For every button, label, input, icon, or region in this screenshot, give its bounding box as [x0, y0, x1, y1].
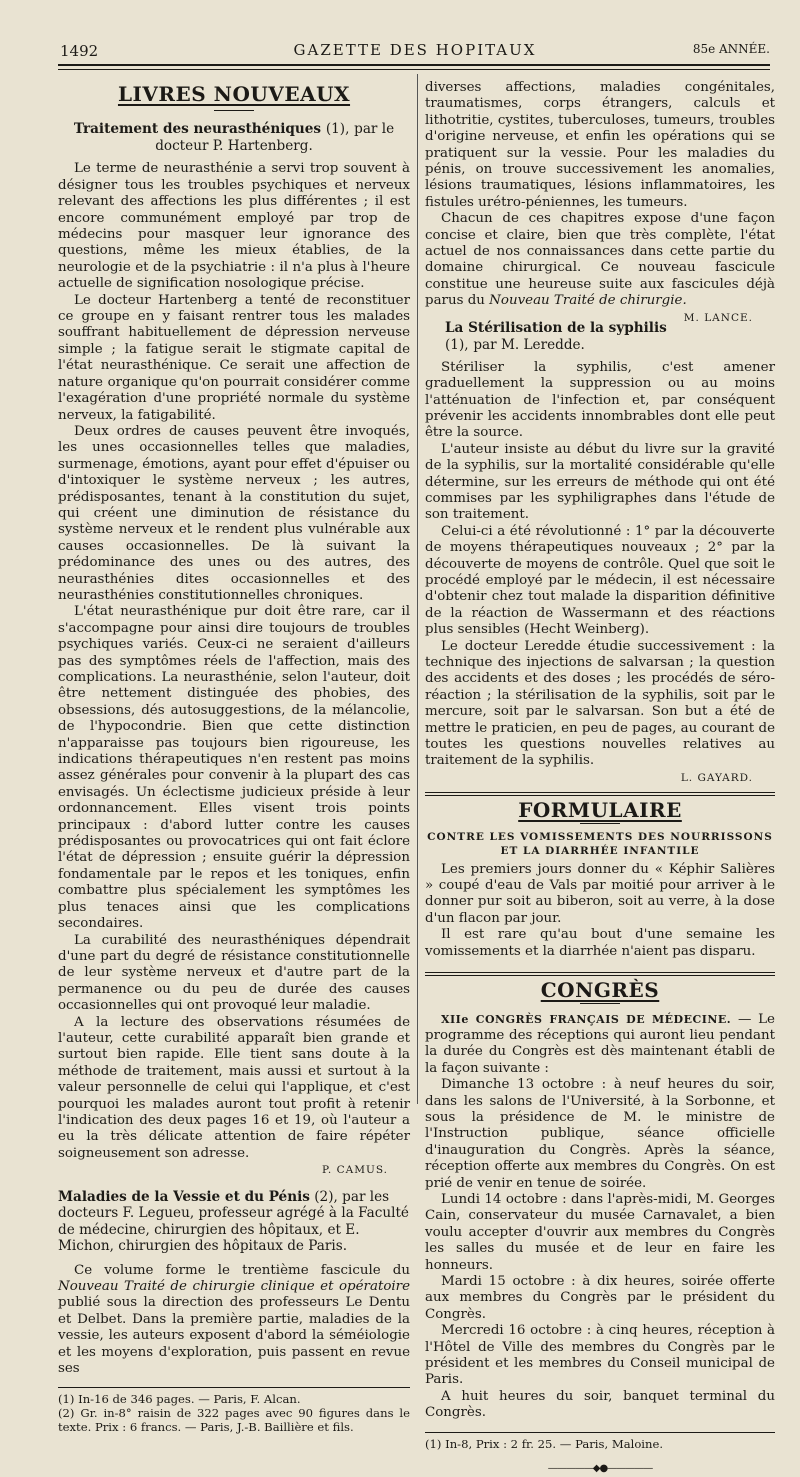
- paragraph: Les premiers jours donner du « Képhir Salières » coupé d'eau de Vals par moitié pour arriver à le donner pur soit au biberon, soit au verre, à la dose d'un flacon par jour.: [425, 861, 775, 926]
- article-byline: par M. Leredde.: [473, 336, 585, 353]
- signature-camus: P. CAMUS.: [322, 1164, 388, 1177]
- section-rule: [214, 110, 254, 111]
- section-rule: [425, 972, 775, 973]
- section-title-livres: LIVRES NOUVEAUX: [117, 82, 351, 106]
- note-ref: (1),: [325, 121, 350, 138]
- paragraph: [425, 1012, 775, 1078]
- right-column: [425, 80, 775, 1477]
- paragraph: Il est rare qu'au bout d'une semaine les vomissements et la diarrhée n'aient pas disparu.: [425, 927, 775, 959]
- year-label: 85e ANNÉE.: [692, 42, 770, 56]
- section-rule: [425, 795, 775, 796]
- paragraph: Le docteur Hartenberg a tenté de reconstituer ce groupe en y faisant rentrer tous les malades souffrant habituellement de dépression nerveuse simple ; la fatigue serait le stigmate capital de l'état neurasthénique. Ce serait une affection de nature organique qu'on pourrait considérer comme l'exagération d'une propriété normale du système nerveux, la fatigabilité.: [58, 292, 410, 423]
- congress-name: XIIe CONGRÈS FRANÇAIS DE MÉDECINE.: [441, 1012, 732, 1026]
- text-run: publié sous la direction des professeurs Le Dentu et Delbet. Dans la première partie, maladies de la vessie, les auteurs exposent d'abord la séméiologie et les moyens d'exploration, puis passent en revue ses: [58, 1295, 410, 1377]
- article-title-text: Traitement des neurasthéniques: [73, 121, 322, 138]
- signature-gayard: L. GAYARD.: [680, 771, 753, 784]
- page-header: [60, 40, 770, 62]
- paragraph: Deux ordres de causes peuvent être invoqués, les unes occasionnelles telles que maladies, surmenage, émotions, ayant pour effet d'épuiser ou d'intoxiquer le système nerveux ; les autres, prédisposantes, tenant à la constitution du sujet, qui créent une diminution de résistance du système nerveux et le rendent plus vulnérable aux causes occasionnelles. De là suivant la prédominance des unes ou des autres, des neurasthénies dites occasionnelles et des neurasthénies constitutionnelles chroniques.: [58, 423, 410, 603]
- paragraph: A la lecture des observations résumées de l'auteur, cette curabilité apparaît bien grande et surtout bien rapide. Elle tient sans doute à la méthode de traitement, mais aussi et surtout à la valeur personnelle de celui qui l'applique, et c'est pourquoi les malades auront tout profit à retenir l'indication des deux pages 16 et 19, où l'auteur a eu la très délicate attention de faire répéter soigneusement son adresse.: [58, 1014, 410, 1161]
- journal-title: GAZETTE DES HOPITAUX: [293, 41, 537, 59]
- text-run: Ce volume forme le trentième fascicule du: [74, 1262, 410, 1278]
- footnote: (2) Gr. in-8° raisin de 322 pages avec 90 figures dans le texte. Prix : 6 francs. — Paris, J.-B. Baillière et fils.: [58, 1406, 410, 1435]
- text-run: — Le programme des réceptions qui auront lieu pendant la durée du Congrès est dès maintenant établi de la façon suivante :: [425, 1011, 775, 1076]
- article-title-neurasthenie: [58, 121, 410, 155]
- book-title: Nouveau Traité de chirurgie clinique et opératoire: [58, 1279, 410, 1294]
- signature-lance: M. LANCE.: [683, 311, 753, 324]
- left-column: [58, 80, 410, 1434]
- section-rule: [425, 975, 775, 976]
- paragraph: Dimanche 13 octobre : à neuf heures du soir, dans les salons de l'Université, à la Sorbonne, et sous la présidence de M. le ministre de l'Instruction publique, séance officielle d'inauguration du Congrès. Après la séance, réception offerte aux membres du Congrès. On est prié de venir en tenue de soirée.: [425, 1077, 775, 1191]
- book-title: Nouveau Traité de chirurgie.: [489, 293, 687, 309]
- paragraph: Celui-ci a été révolutionné : 1° par la découverte de moyens thérapeutiques nouveaux ; 2° par la découverte de moyens de contrôle. Quel que soit le procédé employé par le médecin, il est nécessaire d'obtenir chez tout malade la disparition définitive de la réaction de Wassermann et des réactions plus sensibles (Hecht Weinberg).: [425, 523, 775, 638]
- note-ref: (2),: [314, 1188, 338, 1205]
- paragraph-continued: diverses affections, maladies congénitales, traumatismes, corps étrangers, calculs et lithotritie, cystites, tuberculoses, tumeurs, troubles d'origine nerveuse, et enfin les opérations qui se pratiquent sur la vessie. Pour les maladies du pénis, on trouve successivement les anomalies, lésions traumatiques, lésions inflammatoires, les fistules urétro-péniennes, les tumeurs.: [425, 80, 775, 210]
- paragraph: Mardi 15 octobre : à dix heures, soirée offerte aux membres du Congrès par le président du Congrès.: [425, 1274, 775, 1322]
- paragraph: Lundi 14 octobre : dans l'après-midi, M. Georges Cain, conservateur du musée Carnavalet, a bien voulu accepter d'ouvrir aux membres du Congrès les salles du musée et de leur en faire les honneurs.: [425, 1191, 775, 1273]
- subtitle-line: ET LA DIARRHÉE INFANTILE: [500, 844, 700, 857]
- paragraph: A huit heures du soir, banquet terminal du Congrès.: [425, 1388, 775, 1421]
- paragraph: La curabilité des neurasthéniques dépendrait d'une part du degré de résistance constitutionnelle de leur système nerveux et d'autre part de la permanence ou du peu de durée des causes occasionnelles qui ont provoqué leur maladie.: [58, 932, 410, 1014]
- subtitle-line: CONTRE LES VOMISSEMENTS DES NOURRISSONS: [427, 830, 773, 843]
- end-ornament: —————◆●—————: [547, 1462, 653, 1474]
- section-rule: [580, 1003, 620, 1004]
- page-number: 1492: [60, 42, 99, 60]
- paragraph: Le docteur Leredde étudie successivement : la technique des injections de salvarsan ; la question des accidents et des doses ; les procédés de séro-réaction ; la stérilisation de la syphilis, soit par le mercure, soit par le salvarsan. Son but a été de mettre le praticien, en peu de pages, au courant de toutes les questions nouvelles relatives au traitement de la syphilis.: [425, 638, 775, 769]
- article-byline: par le docteur P. Hartenberg.: [155, 121, 395, 155]
- article-byline: par les docteurs F. Legueu, professeur agrégé à la Faculté de médecine, chirurgien des hôpitaux, et E. Michon, chirurgien des hôpitaux de Paris.: [58, 1188, 409, 1255]
- column-divider: [417, 74, 418, 1104]
- section-rule: [425, 792, 775, 793]
- note-ref: (1),: [445, 336, 469, 353]
- header-rule-thin: [58, 69, 770, 70]
- paragraph: Le terme de neurasthénie a servi trop souvent à désigner tous les troubles psychiques et nerveux relevant des affections les plus différentes ; il est encore communément employé par trop de médecins pour masquer leur ignorance des questions, même les mieux établies, de la neurologie et de la psychiatrie : il n'a plus à l'heure actuelle de signification nosologique précise.: [58, 161, 410, 292]
- paragraph: [58, 1263, 410, 1378]
- article-title-text: Maladies de la Vessie et du Pénis: [58, 1188, 310, 1205]
- article-title-vessie: [58, 1189, 410, 1255]
- footnote: (1) In-16 de 346 pages. — Paris, F. Alcan.: [58, 1392, 301, 1407]
- section-title-formulaire: FORMULAIRE: [518, 798, 682, 823]
- paragraph: L'auteur insiste au début du livre sur la gravité de la syphilis, sur la mortalité considérable qu'elle détermine, sur les erreurs de méthode qui ont été commises par les syphiligraphes dans l'étude de son traitement.: [425, 441, 775, 523]
- footnotes-left: [58, 1387, 410, 1434]
- paragraph: Mercredi 16 octobre : à cinq heures, réception à l'Hôtel de Ville des membres du Congrès par le président et les membres du Conseil municipal de Paris.: [425, 1323, 775, 1388]
- paragraph: L'état neurasthénique pur doit être rare, car il s'accompagne pour ainsi dire toujours de troubles psychiques variés. Ceux-ci ne seraient d'ailleurs pas des symptômes réels de l'affection, mais des complications. La neurasthénie, selon l'auteur, doit être nettement distinguée des phobies, des obsessions, dés autosuggestions, de la mélancolie, de l'hypocondrie. Bien que cette distinction n'apparaisse pas toujours bien rigoureuse, les indications thérapeutiques n'en restent pas moins assez générales pour convenir à la plupart des cas envisagés. Un éclectisme judicieux préside à leur ordonnancement. Elles visent trois points principaux : d'abord lutter contre les causes prédisposantes ou provocatrices qui ont fait éclore l'état de dépression ; ensuite guérir la dépression fondamentale par le repos et les toniques, enfin combattre plus spécialement les symptômes les plus tenaces ainsi que les complications secondaires.: [58, 604, 410, 932]
- section-rule: [580, 823, 620, 824]
- footnotes-right: [425, 1432, 775, 1451]
- paragraph: Stériliser la syphilis, c'est amener graduellement la suppression ou au moins l'atténuation de l'infection et, par conséquent prévenir les accidents innombrables dont elle peut être la source.: [425, 359, 775, 441]
- section-title-congres: CONGRÈS: [540, 978, 660, 1003]
- article-title-text: La Stérilisation de la syphilis: [445, 319, 667, 336]
- footnote: (1) In-8, Prix : 2 fr. 25. — Paris, Maloine.: [425, 1436, 664, 1451]
- formulaire-subtitle: [425, 830, 775, 858]
- text-run: Chacun de ces chapitres expose d'une façon concise et claire, bien que très complète, l'état actuel de nos connaissances dans cette partie du domaine chirurgical. Ce nouveau fascicule constitue une heureuse suite aux fascicules déjà parus du: [425, 211, 775, 309]
- header-rule: [58, 64, 770, 66]
- paragraph: [425, 211, 775, 324]
